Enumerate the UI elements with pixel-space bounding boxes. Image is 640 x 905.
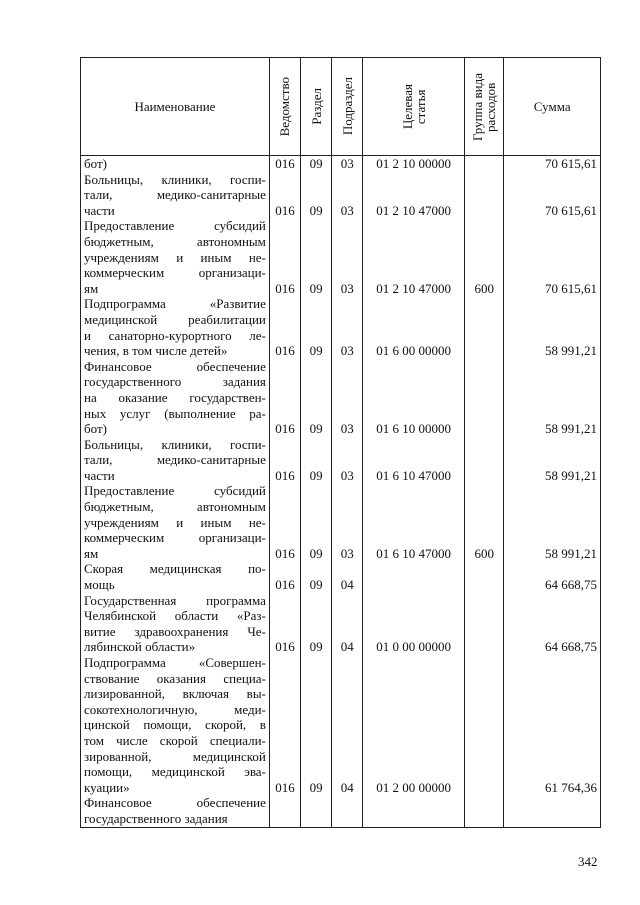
row-name-line: на оказание государствен- [84, 389, 266, 405]
row-name-line: учреждениям и иным не- [84, 514, 266, 530]
row-podrazdel: 03 [332, 437, 363, 484]
row-vedomstvo [269, 795, 300, 827]
row-razdel: 09 [301, 593, 332, 655]
table-row [81, 172, 601, 219]
row-gruppa [464, 359, 503, 437]
row-vedomstvo: 016 [269, 296, 300, 358]
row-name-line: том числе скорой специали- [84, 732, 266, 748]
row-vedomstvo: 016 [269, 561, 300, 592]
row-name-line: Подпрограмма «Совершен- [84, 655, 266, 670]
row-name [81, 156, 270, 172]
row-name-line: бюджетным, автономным [84, 499, 266, 515]
row-name-line: Государственная программа [84, 592, 266, 608]
row-summa: 64 668,75 [504, 561, 601, 592]
row-name-line: тали, медико-санитарные [84, 187, 266, 203]
row-summa: 58 991,21 [504, 296, 601, 358]
row-celevaya: 01 6 00 00000 [363, 296, 465, 358]
row-podrazdel: 03 [332, 359, 363, 437]
row-summa: 58 991,21 [504, 483, 601, 561]
header-celevaya-cell [363, 58, 465, 156]
row-name [81, 359, 270, 437]
row-celevaya: 01 2 10 47000 [363, 172, 465, 219]
row-gruppa: 600 [464, 218, 503, 296]
row-name-line: Скорая медицинская по- [84, 561, 266, 577]
header-gruppa-line1: Группа вида [470, 72, 486, 141]
header-podrazdel: Подраздел [339, 77, 355, 136]
row-vedomstvo: 016 [269, 437, 300, 484]
row-name-line: куации» [84, 779, 130, 795]
row-name-line: Больницы, клиники, госпи- [84, 436, 266, 452]
row-gruppa [464, 156, 503, 172]
row-razdel: 09 [301, 156, 332, 172]
row-name-line: Челябинской области «Раз- [84, 608, 266, 624]
row-gruppa [464, 593, 503, 655]
row-vedomstvo: 016 [269, 655, 300, 795]
row-gruppa: 600 [464, 483, 503, 561]
row-name-line: Подпрограмма «Развитие [84, 296, 266, 312]
row-podrazdel: 03 [332, 296, 363, 358]
row-name [81, 483, 270, 561]
header-gruppa-cell [464, 58, 503, 156]
header-razdel-cell [301, 58, 332, 156]
row-razdel: 09 [301, 172, 332, 219]
row-gruppa [464, 561, 503, 592]
row-name-line: Финансовое обеспечение [84, 358, 266, 374]
table-row [81, 655, 601, 795]
row-name-line: тали, медико-санитарные [84, 452, 266, 468]
row-name-line: коммерческим организаци- [84, 265, 266, 281]
table-row [81, 561, 601, 592]
row-celevaya: 01 6 10 47000 [363, 437, 465, 484]
row-name-line: лизированной, включая вы- [84, 686, 266, 702]
row-name-line: ям [84, 280, 99, 296]
table-row [81, 296, 601, 358]
row-name [81, 437, 270, 484]
row-podrazdel: 03 [332, 483, 363, 561]
row-gruppa [464, 795, 503, 827]
row-celevaya: 01 2 00 00000 [363, 655, 465, 795]
row-name-line: бот) [84, 156, 107, 171]
row-razdel: 09 [301, 359, 332, 437]
page-number: 342 [578, 854, 598, 869]
row-name [81, 795, 270, 827]
row-name-line: бюджетным, автономным [84, 233, 266, 249]
row-razdel: 09 [301, 218, 332, 296]
row-celevaya: 01 0 00 00000 [363, 593, 465, 655]
table-row [81, 483, 601, 561]
row-celevaya [363, 561, 465, 592]
row-summa: 64 668,75 [504, 593, 601, 655]
row-summa [504, 795, 601, 827]
header-name: Наименование [81, 58, 270, 156]
table-row [81, 218, 601, 296]
header-vedomstvo: Ведомство [277, 76, 293, 137]
row-celevaya: 01 2 10 47000 [363, 218, 465, 296]
row-celevaya [363, 795, 465, 827]
row-podrazdel: 03 [332, 172, 363, 219]
row-name-line: государственного задания [84, 374, 266, 390]
row-vedomstvo: 016 [269, 593, 300, 655]
row-name-line: бот) [84, 421, 107, 437]
row-vedomstvo: 016 [269, 172, 300, 219]
row-name-line: ям [84, 545, 99, 561]
row-name-line: чения, в том числе детей» [84, 343, 228, 359]
row-summa: 58 991,21 [504, 437, 601, 484]
table-header-row [81, 58, 601, 156]
row-celevaya: 01 6 10 00000 [363, 359, 465, 437]
row-name-line: лябинской области» [84, 639, 196, 655]
row-name-line: мощь [84, 577, 115, 593]
row-name-line: части [84, 202, 115, 218]
header-gruppa [471, 73, 497, 141]
row-summa: 70 615,61 [504, 172, 601, 219]
row-name-line: цинской помощи, скорой, в [84, 717, 266, 733]
row-summa: 70 615,61 [504, 218, 601, 296]
row-name [81, 655, 270, 795]
row-name-line: Больницы, клиники, госпи- [84, 171, 266, 187]
row-celevaya: 01 6 10 47000 [363, 483, 465, 561]
row-name [81, 172, 270, 219]
row-summa: 61 764,36 [504, 655, 601, 795]
row-name [81, 296, 270, 358]
row-name [81, 593, 270, 655]
row-podrazdel: 03 [332, 156, 363, 172]
row-name-line: помощи, медицинской эва- [84, 764, 266, 780]
row-name-line: Финансовое обеспечение [84, 795, 266, 811]
row-name-line: и санаторно-курортного ле- [84, 327, 266, 343]
row-gruppa [464, 172, 503, 219]
budget-table [80, 57, 601, 828]
row-name-line: Предоставление субсидий [84, 218, 266, 234]
row-podrazdel: 04 [332, 655, 363, 795]
row-name-line: Предоставление субсидий [84, 483, 266, 499]
row-gruppa [464, 437, 503, 484]
row-name-line: зированной, медицинской [84, 748, 266, 764]
table-row [81, 795, 601, 827]
row-gruppa [464, 655, 503, 795]
header-celevaya-line1: Целевая [399, 83, 415, 130]
row-name-line: ных услуг (выполнение ра- [84, 405, 266, 421]
row-podrazdel: 03 [332, 218, 363, 296]
row-summa: 58 991,21 [504, 359, 601, 437]
row-razdel: 09 [301, 296, 332, 358]
row-name-line: учреждениям и иным не- [84, 249, 266, 265]
header-celevaya-line2: статья [412, 89, 428, 124]
row-name-line: коммерческим организаци- [84, 530, 266, 546]
table-row [81, 359, 601, 437]
table-row [81, 437, 601, 484]
header-razdel: Раздел [308, 88, 324, 125]
row-celevaya: 01 2 10 00000 [363, 156, 465, 172]
header-celevaya [401, 84, 427, 129]
row-summa: 70 615,61 [504, 156, 601, 172]
row-name [81, 561, 270, 592]
row-name [81, 218, 270, 296]
row-name-line: витие здравоохранения Че- [84, 623, 266, 639]
row-podrazdel [332, 795, 363, 827]
table-row [81, 593, 601, 655]
row-vedomstvo: 016 [269, 359, 300, 437]
row-razdel: 09 [301, 437, 332, 484]
table-body [81, 156, 601, 828]
header-podrazdel-cell [332, 58, 363, 156]
row-name-line: части [84, 467, 115, 483]
row-vedomstvo: 016 [269, 218, 300, 296]
row-podrazdel: 04 [332, 561, 363, 592]
header-vedomstvo-cell [269, 58, 300, 156]
row-name-line: сокотехнологичную, меди- [84, 701, 266, 717]
row-razdel: 09 [301, 483, 332, 561]
table-row [81, 156, 601, 172]
row-name-line: государственного задания [84, 810, 228, 826]
row-razdel: 09 [301, 561, 332, 592]
row-razdel [301, 795, 332, 827]
row-vedomstvo: 016 [269, 156, 300, 172]
row-podrazdel: 04 [332, 593, 363, 655]
row-name-line: ствование оказания специа- [84, 670, 266, 686]
header-gruppa-line2: расходов [483, 81, 499, 132]
row-gruppa [464, 296, 503, 358]
row-razdel: 09 [301, 655, 332, 795]
row-vedomstvo: 016 [269, 483, 300, 561]
header-summa: Сумма [504, 58, 601, 156]
row-name-line: медицинской реабилитации [84, 311, 266, 327]
